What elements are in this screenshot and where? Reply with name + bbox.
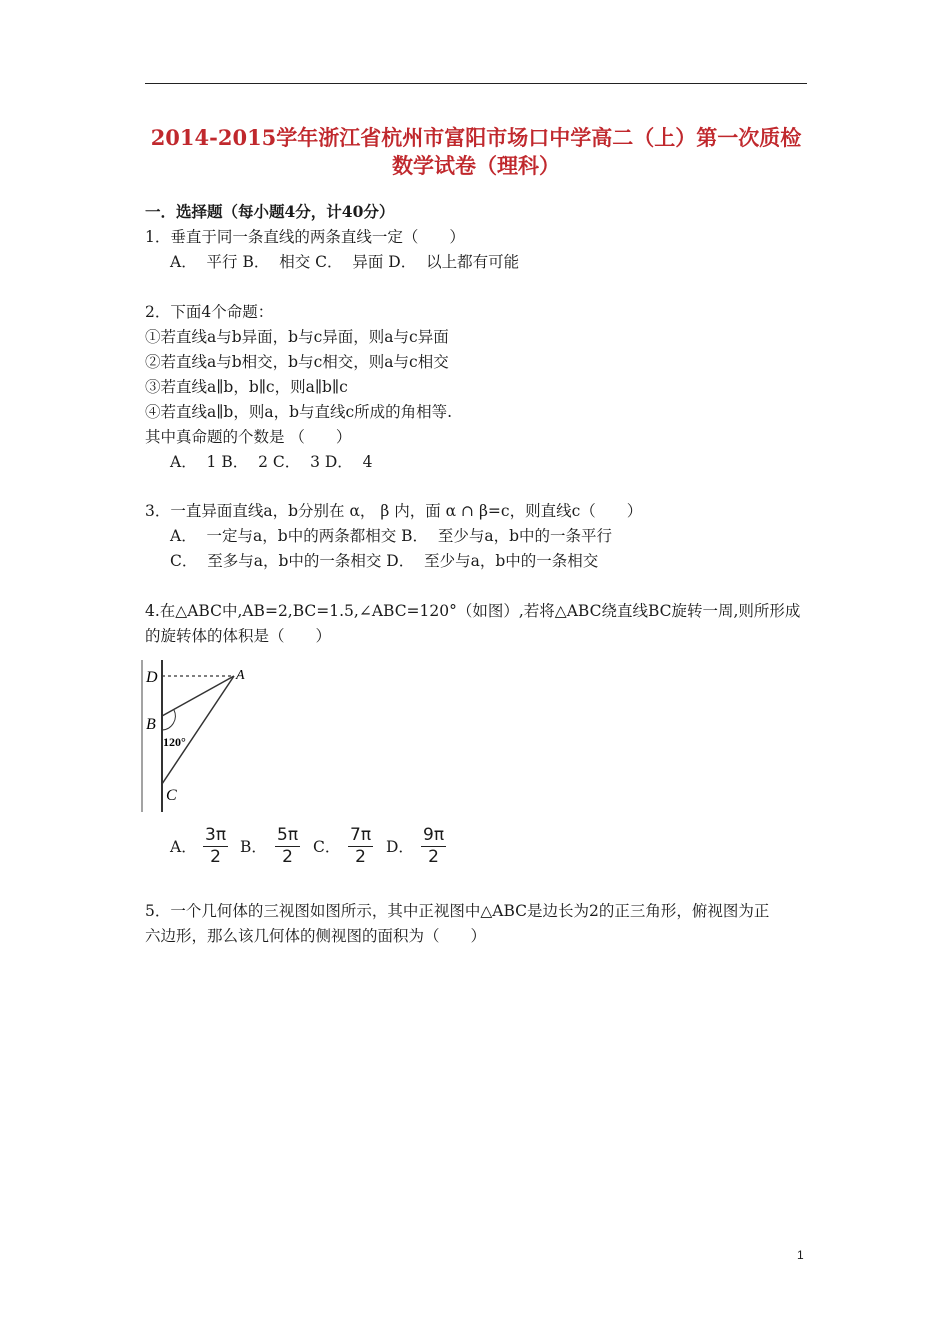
q4-opt-b-fraction [275,825,300,868]
frac-b-denominator: 2 [282,847,293,867]
segment-ca [162,676,234,784]
q5-stem-line-1: 5．一个几何体的三视图如图所示，其中正视图中△ABC是边长为2的正三角形，俯视图为正 [145,902,770,920]
section-heading: 一．选择题（每小题4分，计40分） [145,202,395,221]
frac-c-denominator: 2 [355,847,366,867]
segment-ba [162,676,234,716]
frac-d-numerator: 9π [423,825,445,845]
q4-opt-d-label: D． [386,838,414,856]
title-line-1: 2014-2015学年浙江省杭州市富阳市场口中学高二（上）第一次质检 [150,125,802,150]
q1-stem: 1．垂直于同一条直线的两条直线一定（ ） [145,228,465,246]
q3-options-row-1: A． 一定与a，b中的两条都相交 B． 至少与a，b中的一条平行 [170,527,613,545]
frac-a-numerator: 3π [205,825,227,845]
label-c: C [166,787,177,804]
frac-d-denominator: 2 [428,847,439,867]
q2-ask: 其中真命题的个数是 （ ） [145,428,352,446]
q4-stem-line-1: 4.在△ABC中,AB=2,BC=1.5,∠ABC=120°（如图）,若将△ABC绕直线BC旋转一周,则所形成 [145,602,801,620]
frac-c-numerator: 7π [350,825,372,845]
q2-stem: 2．下面4个命题： [145,303,274,321]
label-a: A [236,668,245,683]
label-b: B [146,716,156,733]
header-rule [145,83,807,84]
q4-opt-c-label: C． [313,838,341,856]
q2-item-2: ②若直线a与b相交，b与c相交，则a与c相交 [145,353,449,371]
label-angle: 120° [163,735,186,749]
q3-stem: 3．一直异面直线a，b分别在 α， β 内，面 α ∩ β=c，则直线c（ ） [145,502,643,520]
label-d: D [146,669,158,686]
q4-opt-a-fraction [203,825,228,868]
q2-options: A． 1 B． 2 C． 3 D． 4 [170,453,373,471]
q2-item-4: ④若直线a∥b，则a，b与直线c所成的角相等. [145,403,453,421]
title-line-2: 数学试卷（理科） [392,153,560,178]
q4-stem-line-2: 的旋转体的体积是（ ） [145,627,332,645]
q2-item-1: ①若直线a与b异面，b与c异面，则a与c异面 [145,328,449,346]
frac-b-numerator: 5π [277,825,299,845]
frac-a-denominator: 2 [210,847,221,867]
q4-opt-b-label: B． [240,838,267,856]
q4-triangle-figure [140,652,260,818]
page-number: 1 [797,1248,804,1262]
q1-options: A． 平行 B． 相交 C． 异面 D． 以上都有可能 [170,253,520,271]
q4-opt-d-fraction [421,825,446,868]
q2-item-3: ③若直线a∥b，b∥c，则a∥b∥c [145,378,348,396]
q4-opt-a-label: A． [170,838,197,856]
exam-title [145,124,807,180]
q3-options-row-2: C． 至多与a，b中的一条相交 D． 至少与a，b中的一条相交 [170,552,599,570]
q5-stem-line-2: 六边形，那么该几何体的侧视图的面积为（ ） [145,927,487,945]
q4-opt-c-fraction [348,825,373,868]
